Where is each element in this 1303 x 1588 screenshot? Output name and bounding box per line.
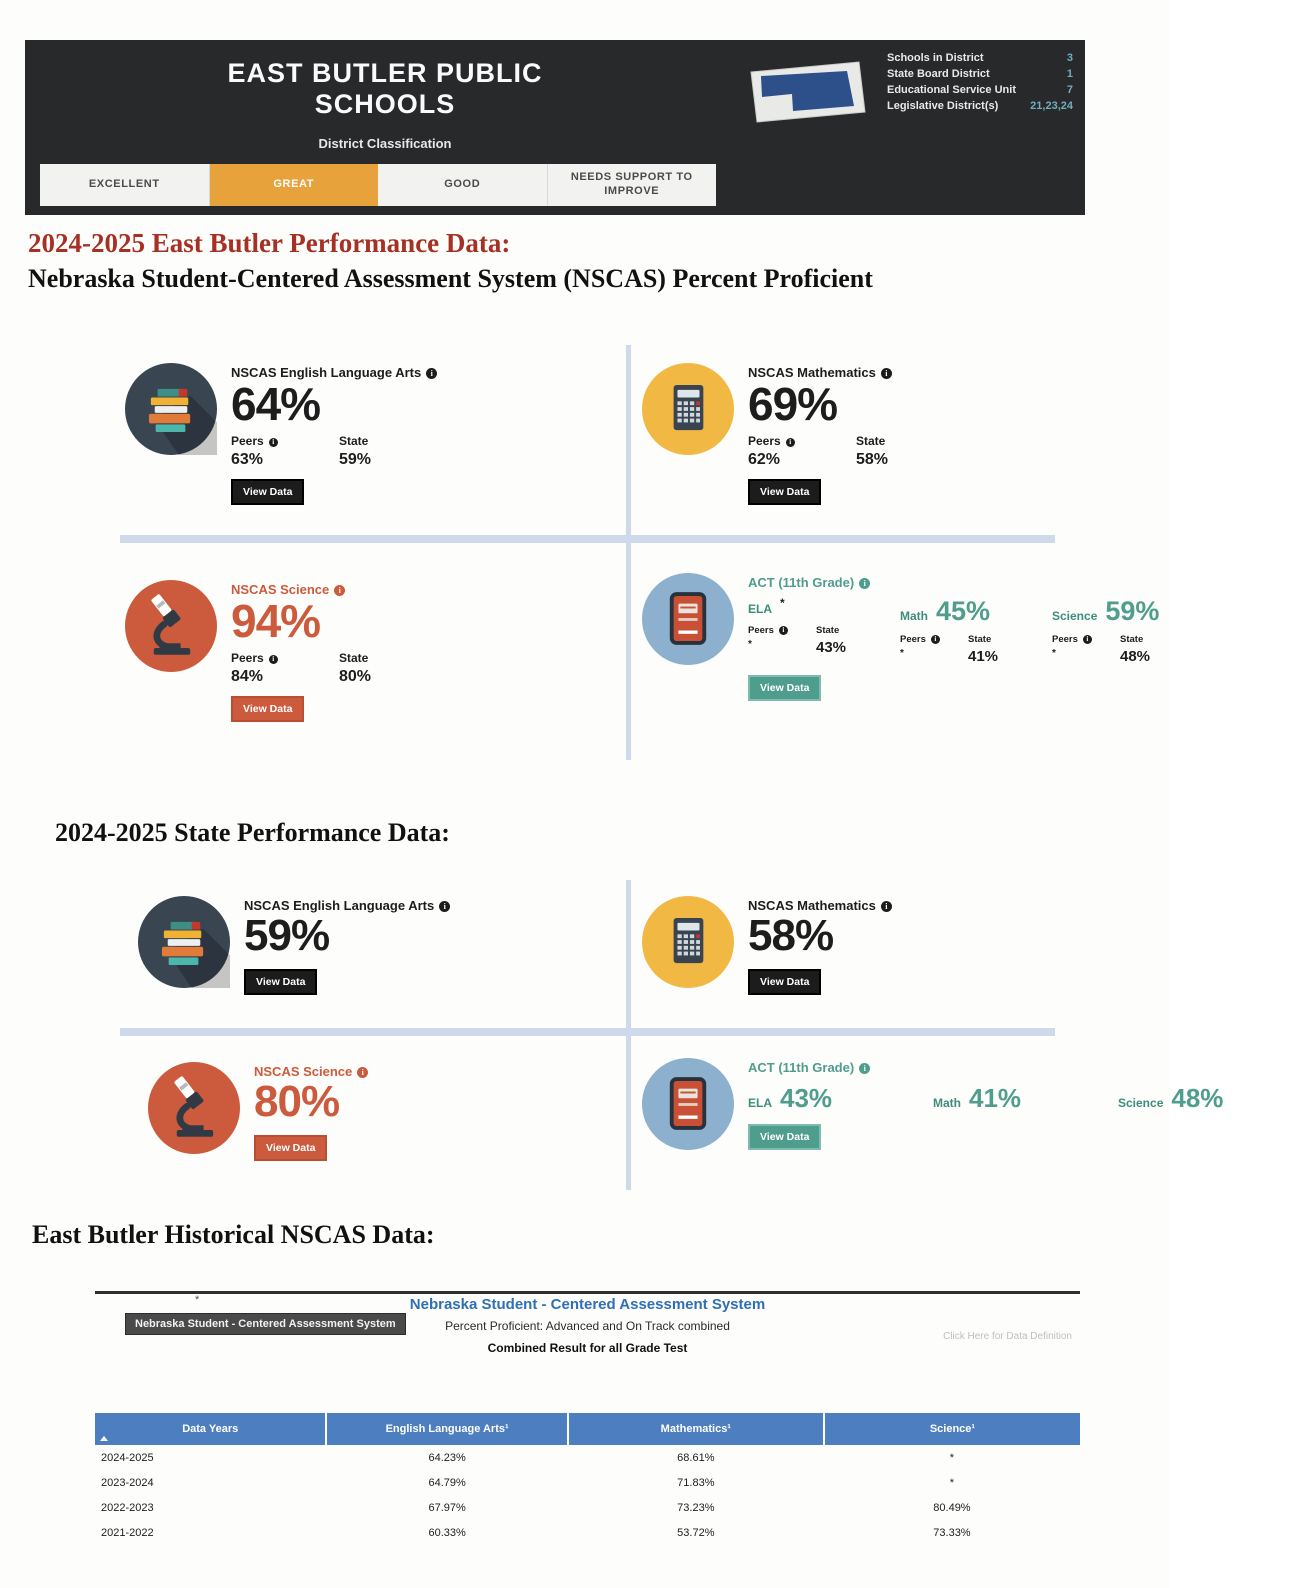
info-icon[interactable] [881, 901, 892, 912]
view-data-button[interactable]: View Data [254, 1135, 327, 1161]
act-subject-math [900, 596, 1052, 665]
stat-label: Educational Service Unit [887, 84, 1016, 96]
stat-row [887, 52, 1073, 64]
state-value: 58% [856, 451, 889, 469]
classification-excellent: EXCELLENT [40, 164, 210, 206]
card-title: NSCAS Mathematicsi [748, 898, 892, 913]
calculator-icon [642, 896, 734, 988]
peers-label: Peers i [748, 625, 816, 636]
cell-ela: 67.97% [428, 1501, 466, 1514]
subject-label: Science [1052, 609, 1098, 623]
state-value: 59% [339, 451, 372, 469]
state-performance-heading: 2024-2025 State Performance Data: [55, 818, 450, 847]
cell-year: 2024-2025 [101, 1451, 154, 1464]
column-header-data-years[interactable]: Data Years [95, 1413, 326, 1445]
historical-heading: East Butler Historical NSCAS Data: [32, 1220, 435, 1249]
grid-divider-horizontal [120, 1028, 1055, 1036]
info-icon[interactable] [334, 585, 345, 596]
act-subject-ela [748, 596, 900, 665]
microscope-icon [148, 1062, 240, 1154]
subject-value: 41% [969, 1083, 1022, 1113]
view-data-button[interactable]: View Data [748, 969, 821, 995]
card-title: ACT (11th Grade)i [748, 575, 1204, 590]
historical-table [95, 1413, 1080, 1545]
grid-divider-vertical [626, 345, 631, 760]
stat-label: Schools in District [887, 52, 984, 64]
peers-label: Peers i [900, 634, 968, 645]
stat-value: 3 [1066, 52, 1073, 64]
district-title: EAST BUTLER PUBLIC SCHOOLS [227, 58, 543, 119]
card-title: NSCAS English Language Artsi [244, 898, 450, 913]
state-label: State [339, 651, 369, 666]
peers-value: 62% [748, 451, 781, 469]
peers-label: Peersi [231, 651, 339, 665]
view-data-button[interactable]: View Data [748, 1124, 821, 1150]
subject-value: 43% [780, 1083, 833, 1113]
stat-label: Legislative District(s) [887, 100, 999, 112]
info-icon[interactable] [1083, 635, 1092, 644]
act-book-icon [642, 573, 734, 665]
classification-good: GOOD [378, 164, 548, 206]
state-label: State [816, 625, 840, 636]
card-nscas-science-district [125, 580, 447, 722]
view-data-button[interactable]: View Data [244, 969, 317, 995]
table-header-row [95, 1413, 1080, 1445]
info-icon[interactable] [269, 655, 278, 664]
view-data-button[interactable]: View Data [748, 479, 821, 505]
subject-label: Math [933, 1096, 961, 1110]
data-definition-link[interactable]: Click Here for Data Definition [943, 1331, 1072, 1342]
proficiency-value: 58% [748, 911, 834, 960]
column-header-science[interactable]: Science¹ [824, 1413, 1080, 1445]
cell-year: 2023-2024 [101, 1476, 154, 1489]
classification-bar [40, 164, 716, 206]
nscas-subheading: Nebraska Student-Centered Assessment System (NSCAS) Percent Proficient [28, 264, 873, 293]
info-icon[interactable] [426, 368, 437, 379]
view-data-button[interactable]: View Data [231, 479, 304, 505]
stat-value: 21,23,24 [1030, 100, 1073, 112]
stat-label: State Board District [887, 68, 990, 80]
table-subtitle-2: Combined Result for all Grade Test [487, 1341, 688, 1355]
cell-ela: 64.23% [428, 1451, 466, 1464]
books-icon [138, 896, 230, 988]
card-act-state [642, 1058, 1303, 1150]
act-book-icon [642, 1058, 734, 1150]
state-value: 41% [968, 648, 999, 665]
table-row [95, 1445, 1080, 1470]
cell-math: 53.72% [677, 1526, 715, 1539]
sort-icon [100, 1436, 108, 1441]
classification-label: District Classification [318, 136, 452, 151]
stat-row [887, 84, 1073, 96]
calculator-icon [642, 363, 734, 455]
peers-value: 84% [231, 668, 264, 686]
column-header-ela[interactable]: English Language Arts¹ [326, 1413, 567, 1445]
state-label: State [1120, 634, 1144, 645]
district-performance-heading: 2024-2025 East Butler Performance Data: [28, 228, 511, 258]
cell-science: 80.49% [933, 1501, 971, 1514]
peers-value: * [1052, 648, 1056, 659]
peers-value: * [900, 648, 904, 659]
proficiency-value: 94% [231, 595, 321, 647]
stat-row [887, 100, 1073, 112]
info-icon[interactable] [881, 368, 892, 379]
cell-year: 2021-2022 [101, 1526, 154, 1539]
subject-value: 48% [1171, 1083, 1224, 1113]
subject-label: Science [1118, 1096, 1164, 1110]
cell-science: * [949, 1476, 955, 1489]
info-icon[interactable] [931, 635, 940, 644]
table-subtitle: Percent Proficient: Advanced and On Track combined [445, 1319, 730, 1333]
cell-math: 73.23% [677, 1501, 715, 1514]
district-banner [25, 40, 1085, 215]
act-subject-science [1052, 596, 1204, 665]
peers-label: Peersi [748, 434, 856, 448]
classification-great-selected: GREAT [210, 164, 379, 206]
classification-needs-support: NEEDS SUPPORT TO IMPROVE [548, 164, 717, 206]
state-performance-grid [120, 880, 1224, 1190]
card-nscas-math-district [642, 363, 964, 505]
cell-math: 68.61% [677, 1451, 715, 1464]
subject-label: ELA [748, 1096, 772, 1110]
info-icon[interactable] [859, 1063, 870, 1074]
proficiency-value: 80% [254, 1077, 340, 1126]
card-nscas-ela-district [125, 363, 447, 505]
table-row [95, 1470, 1080, 1495]
state-value: 43% [816, 639, 847, 656]
card-nscas-math-state [642, 896, 892, 995]
act-subject-science [1118, 1083, 1303, 1114]
table-title: Nebraska Student - Centered Assessment System [409, 1296, 766, 1313]
act-subject-math [933, 1083, 1118, 1114]
view-data-button[interactable]: View Data [748, 675, 821, 701]
stat-row [887, 68, 1073, 80]
cell-ela: 64.79% [428, 1476, 466, 1489]
peers-label: Peersi [231, 434, 339, 448]
state-value: 48% [1120, 648, 1151, 665]
view-data-button[interactable]: View Data [231, 696, 304, 722]
district-stats [887, 52, 1073, 116]
cell-year: 2022-2023 [101, 1501, 154, 1514]
cell-science: * [949, 1451, 955, 1464]
cell-science: 73.33% [933, 1526, 971, 1539]
table-row [95, 1495, 1080, 1520]
column-header-math[interactable]: Mathematics¹ [568, 1413, 824, 1445]
stat-value: 7 [1066, 84, 1073, 96]
info-icon[interactable] [357, 1067, 368, 1078]
stat-value: 1 [1066, 68, 1073, 80]
state-label: State [339, 434, 369, 449]
card-title: NSCAS Sciencei [231, 582, 447, 597]
state-label: State [968, 634, 992, 645]
proficiency-value: 64% [231, 378, 321, 430]
district-performance-grid [120, 345, 1160, 760]
info-icon[interactable] [439, 901, 450, 912]
act-subject-ela [748, 1083, 933, 1114]
subject-value: 59% [1105, 596, 1160, 626]
peers-value: * [748, 639, 752, 650]
info-icon[interactable] [786, 438, 795, 447]
grid-divider-horizontal [120, 535, 1055, 543]
card-title: NSCAS English Language Artsi [231, 365, 447, 380]
books-icon [125, 363, 217, 455]
info-icon[interactable] [269, 438, 278, 447]
card-title: ACT (11th Grade)i [748, 1060, 1303, 1075]
card-nscas-ela-state [138, 896, 450, 995]
card-act-district [642, 573, 1204, 701]
table-row [95, 1520, 1080, 1545]
assessment-system-badge[interactable]: Nebraska Student - Centered Assessment System [125, 1313, 406, 1335]
card-nscas-science-state [148, 1062, 368, 1161]
info-icon[interactable] [859, 578, 870, 589]
cell-ela: 60.33% [428, 1526, 466, 1539]
cell-math: 71.83% [677, 1476, 715, 1489]
state-label: State [856, 434, 886, 449]
card-title: NSCAS Sciencei [254, 1064, 368, 1079]
state-value: 80% [339, 668, 372, 686]
historical-header [95, 1294, 1080, 1364]
peers-value: 63% [231, 451, 264, 469]
subject-label: ELA [748, 602, 772, 616]
info-icon[interactable] [779, 626, 788, 635]
subject-value: * [780, 596, 785, 610]
subject-value: 45% [936, 596, 991, 626]
proficiency-value: 69% [748, 378, 838, 430]
proficiency-value: 59% [244, 911, 330, 960]
card-title: NSCAS Mathematicsi [748, 365, 964, 380]
subject-label: Math [900, 609, 928, 623]
footnote-mark: * [195, 1294, 200, 1306]
microscope-icon [125, 580, 217, 672]
peers-label: Peers i [1052, 634, 1120, 645]
nebraska-map-icon [747, 60, 867, 126]
